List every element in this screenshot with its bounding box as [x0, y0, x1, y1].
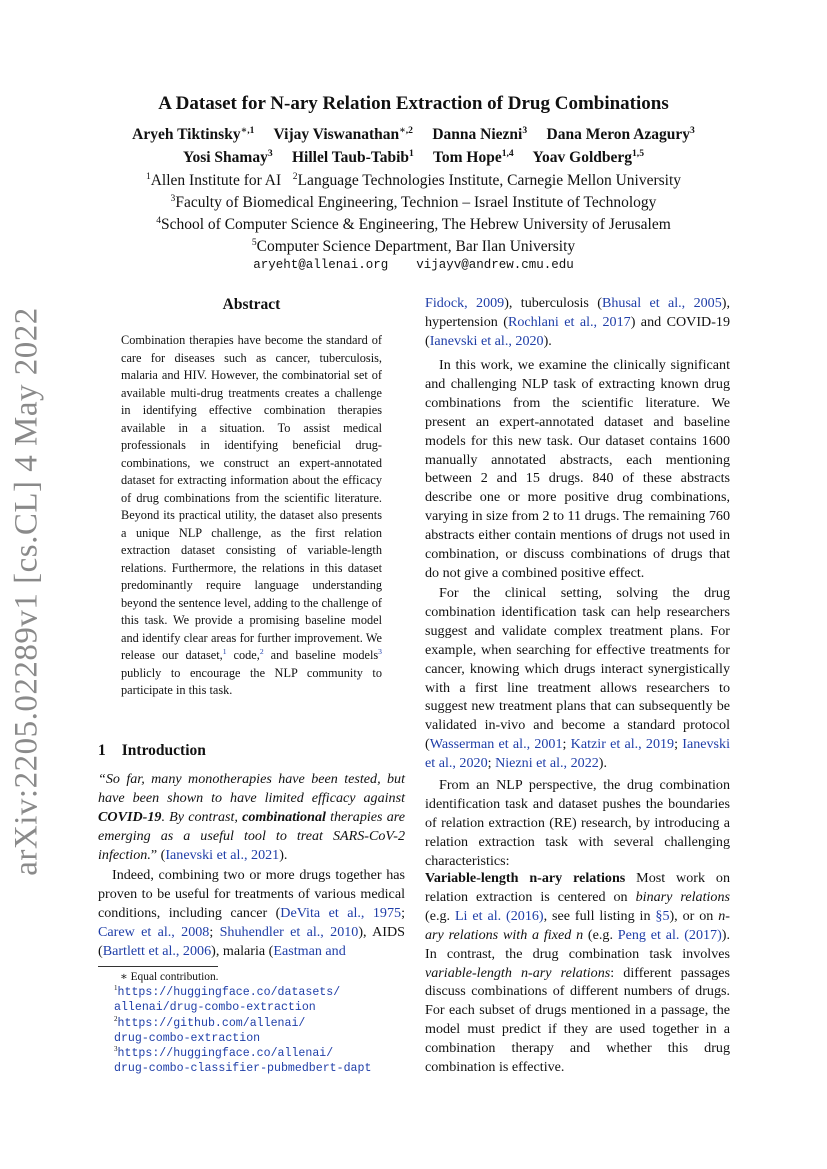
citation-link[interactable]: Shuhendler et al., 2010: [219, 923, 359, 940]
affiliation-line-1: $^1$Allen Institute for AI $^2$Language Technologies Institute, Carnegie Mellon University: [145, 170, 682, 189]
citation-link[interactable]: Wasserman et al., 2001: [429, 736, 563, 753]
footnote-3: $^3$https://huggingface.co/allenai/ drug-combo-classifier-pubmedbert-dapt: [114, 1045, 372, 1076]
author: Dana Meron Azagury$^3$: [546, 124, 695, 143]
citation-link[interactable]: Bhusal et al., 2005: [601, 295, 722, 311]
author-row-2: [60, 149, 767, 167]
citation-link[interactable]: Carew et al., 2008: [98, 923, 210, 940]
author: Yosi Shamay$^3$: [182, 147, 273, 166]
author: Hillel Taub-Tabib$^1$: [292, 147, 414, 166]
footnotes: [98, 970, 405, 1076]
citation-link[interactable]: Bartlett et al., 2006: [102, 942, 212, 959]
footnote-url[interactable]: https://huggingface.co/allenai/: [117, 1047, 334, 1061]
author: Aryeh Tiktinsky$^{∗,1}$: [132, 124, 255, 143]
footnote-url[interactable]: drug-combo-extraction: [114, 1031, 261, 1045]
citation-link[interactable]: DeVita et al., 1975: [280, 904, 402, 921]
abstract-heading: Abstract: [222, 296, 281, 313]
citation-link[interactable]: Niezni et al., 2022: [495, 755, 599, 772]
affiliation-line-3: $^4$School of Computer Science & Engineering, The Hebrew University of Jerusalem: [156, 214, 671, 233]
footnote-ref[interactable]: 1: [222, 646, 227, 656]
footnote-ref[interactable]: 2: [259, 646, 264, 656]
intro-paragraph-1: Indeed, combining two or more drugs together has proven to be useful for treatments of various medical conditions, including cancer (DeVita et al., 1975; Carew et al., 2008; Shuhendler et al., 2010), AIDS (Bartlett et al., 2006), malaria (Eastman and: [98, 867, 405, 959]
paper-title: A Dataset for N-ary Relation Extraction of Drug Combinations: [158, 93, 669, 114]
paragraph-subheading: Variable-length n-ary relations: [425, 870, 626, 886]
citation-link[interactable]: Eastman and: [273, 942, 346, 959]
footnote-divider: [98, 966, 218, 967]
author-emails: [60, 258, 767, 272]
citation-link[interactable]: Ianevski et al., 2021: [165, 846, 280, 863]
affiliation-line-4: $^5$Computer Science Department, Bar Ilan University: [251, 236, 576, 255]
intro-quote: “So far, many monotherapies have been tested, but have been shown to have limited efficacy against COVID-19. By contrast, combinational therapies are emerging as a useful tool to treat SARS-CoV-2 infection.” (Ianevski et al., 2021).: [98, 771, 405, 863]
footnote-url[interactable]: https://github.com/allenai/: [117, 1016, 306, 1030]
footnote-equal: ∗ Equal contribution.: [120, 971, 219, 983]
author: Tom Hope$^{1,4}$: [432, 147, 514, 166]
intro-paragraph-1-continued: Fidock, 2009), tuberculosis (Bhusal et al., 2005), hypertension (Rochlani et al., 2017) and COVID-19 (Ianevski et al., 2020).: [425, 295, 730, 349]
citation-link[interactable]: Katzir et al., 2019: [570, 736, 675, 753]
abstract-body: Combination therapies have become the standard of care for diseases such as cancer, tuberculosis, malaria and HIV. However, the combinatorial set of available multi-drug treatments creates a challenge in identifying effective combination therapies available in a situation. To assist medical professionals in identifying beneficial drug-combinations, we construct an expert-annotated dataset for extracting information about the efficacy of drug combinations from the scientific literature. Beyond its practical utility, the dataset also presents a unique NLP challenge, as the first relation extraction dataset consisting of variable-length relations. Furthermore, the relations in this dataset predominantly require language understanding beyond the sentence level, adding to the challenge of this task. We provide a promising baseline model and identify clear areas for further improvement. We release our dataset,$^1$ code,$^2$ and baseline models$^3$ publicly to encourage the NLP community to participate in this task.: [121, 333, 382, 697]
author: Vijay Viswanathan$^{∗,2}$: [273, 124, 413, 143]
citation-link[interactable]: Ianevski et al., 2020: [429, 332, 544, 349]
citation-link[interactable]: Peng et al. (2017): [617, 926, 722, 943]
footnote-ref[interactable]: 3: [378, 646, 382, 656]
footnote-1: $^1$https://huggingface.co/datasets/ allenai/drug-combo-extraction: [114, 984, 341, 1015]
author: Yoav Goldberg$^{1,5}$: [532, 147, 644, 166]
footnote-2: $^2$https://github.com/allenai/ drug-combo-extraction: [114, 1014, 306, 1045]
arxiv-stamp: arXiv:2205.02289v1 [cs.CL] 4 May 2022: [8, 307, 45, 876]
footnote-url[interactable]: allenai/drug-combo-extraction: [114, 1001, 316, 1015]
section-heading-introduction: 1 Introduction: [98, 742, 206, 759]
section-link[interactable]: §5: [655, 907, 670, 924]
footnote-url[interactable]: drug-combo-classifier-pubmedbert-dapt: [114, 1062, 372, 1076]
intro-paragraph-2: In this work, we examine the clinically significant and challenging NLP task of extracting known drug combinations from the scientific literature. We present an expert-annotated dataset and baseline models for this new task. Our dataset contains 1600 manually annotated abstracts, each mentioning between 2 and 15 drugs. 840 of these abstracts describe one or more positive drug combinations, varying in size from 2 to 11 drugs. The remaining 760 abstracts either contain mentions of drugs not used in combination, or discuss combinations of drugs that do not give a combined positive effect.: [425, 357, 730, 581]
citation-link[interactable]: Li et al. (2016): [454, 907, 544, 924]
footnote-url[interactable]: https://huggingface.co/datasets/: [117, 986, 341, 1000]
citation-link[interactable]: Rochlani et al., 2017: [507, 313, 631, 330]
author-row-1: [60, 126, 767, 144]
intro-paragraph-4: From an NLP perspective, the drug combination identification task and dataset pushes the boundaries of relation extraction (RE) research, by introducing a relation extraction task with several challenging characteristics:: [425, 777, 730, 869]
citation-link[interactable]: Ianevski et al., 2020: [425, 736, 730, 772]
citation-link[interactable]: Fidock, 2009: [425, 295, 505, 311]
intro-paragraph-3: For the clinical setting, solving the drug combination identification task can help researchers suggest and validate complex treatment plans. For example, when searching for effective treatments for cancer, knowing which drugs interact synergistically with a first line treatment allows researchers to suggest new treatment plans that can subsequently be validated in-vivo and become a standard protocol (Wasserman et al., 2001; Katzir et al., 2019; Ianevski et al., 2020; Niezni et al., 2022).: [425, 585, 730, 772]
affiliation-line-2: $^3$Faculty of Biomedical Engineering, Technion – Israel Institute of Technology: [170, 192, 657, 211]
email[interactable]: vijayv@andrew.cmu.edu: [416, 258, 574, 272]
author: Danna Niezni$^3$: [432, 124, 528, 143]
email[interactable]: aryeht@allenai.org: [253, 258, 389, 272]
intro-paragraph-variable-length: Variable-length n-ary relations Most work on relation extraction is centered on binary relations (e.g. Li et al. (2016), see full listing in §5), or on n-ary relations with a fixed n (e.g. Peng et al. (2017)). In contrast, the drug combination task involves variable-length n-ary relations: different passages discuss combinations of different numbers of drugs. For each subset of drugs mentioned in a passage, the model must predict if they are used together in a combination therapy and whether this drug combination is effective.: [425, 870, 730, 1076]
